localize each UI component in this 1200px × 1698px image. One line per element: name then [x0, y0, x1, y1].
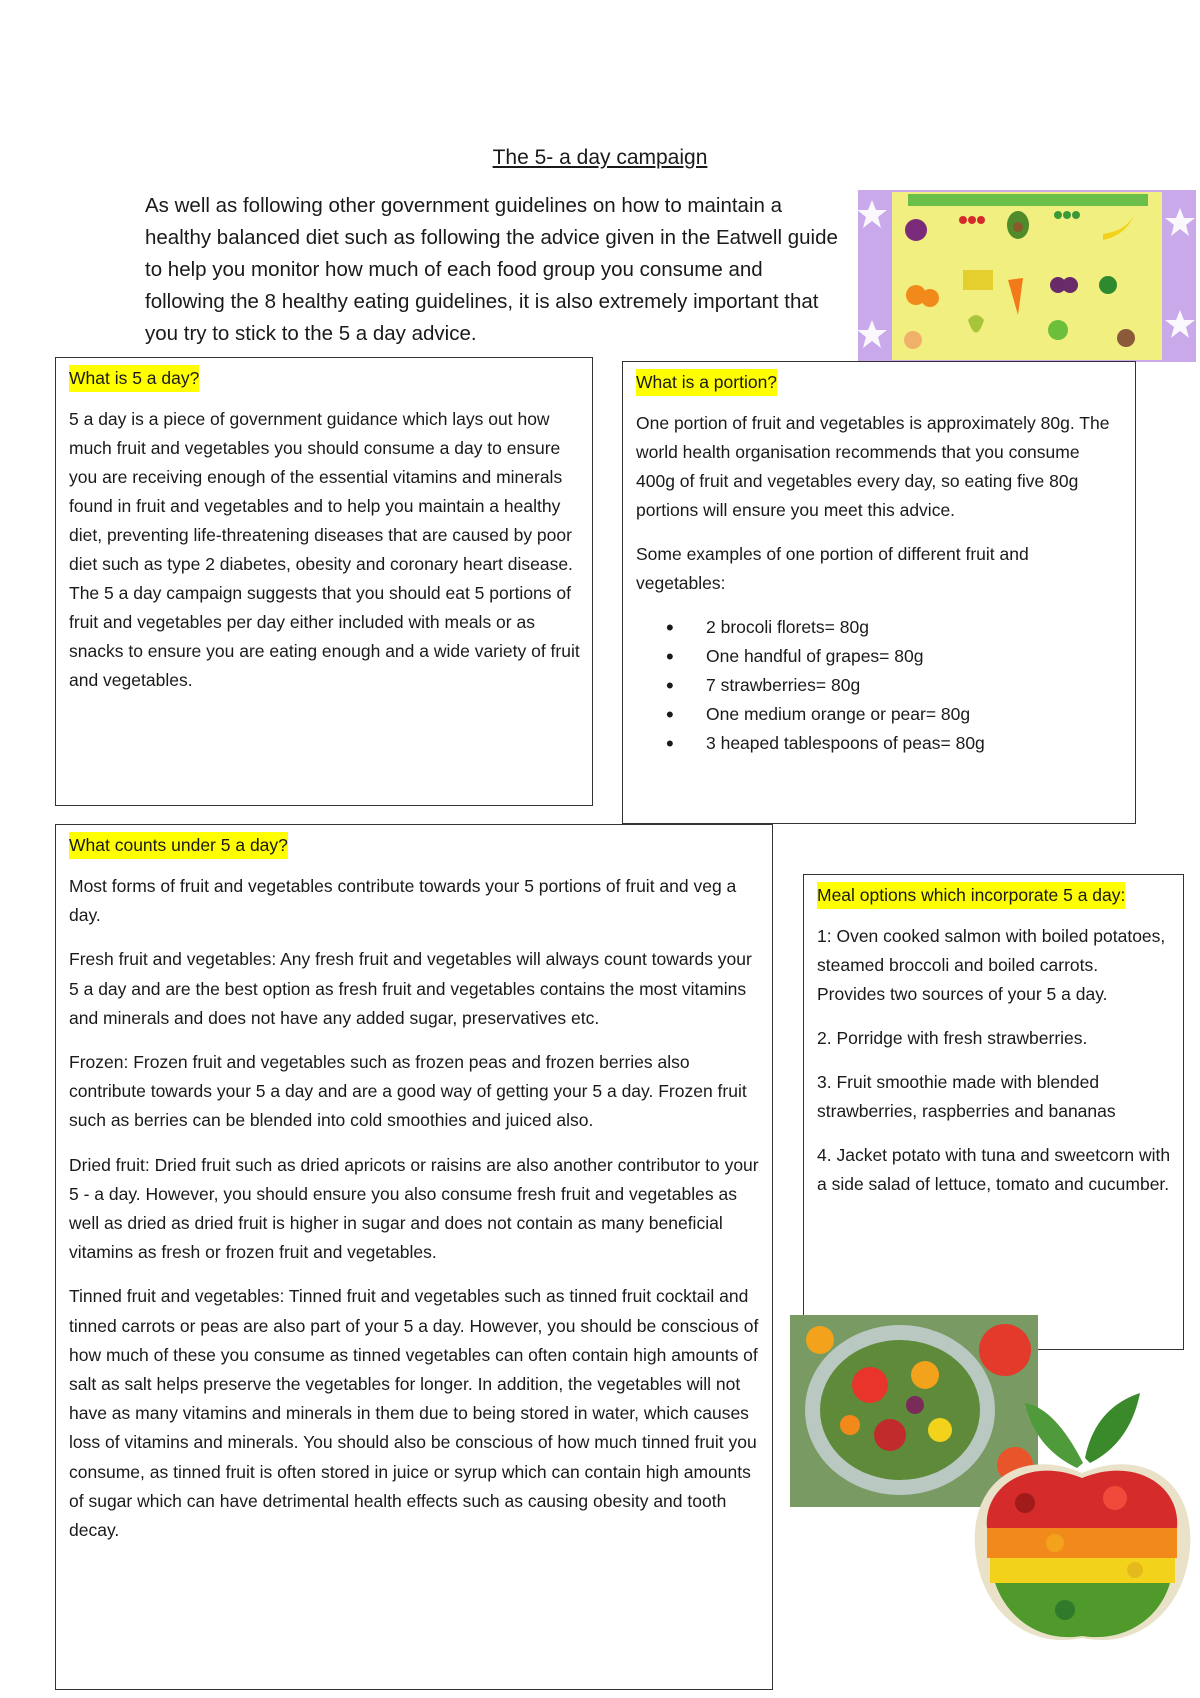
list-item: • 7 strawberries= 80g — [666, 671, 1123, 700]
counts-paragraph: Dried fruit: Dried fruit such as dried apricots or raisins are also another contributor to your 5 - a day. However, you should ensure you also consume fresh fruit and vegetables as well as dried as dried fruit is higher in sugar and does not contain as many beneficial vitamins as fresh or frozen fruit and vegetables. — [69, 1154, 759, 1263]
list-item: • 2 brocoli florets= 80g — [666, 613, 1123, 642]
what-is-5-a-day-heading: What is 5 a day? — [69, 365, 199, 392]
portion-examples-intro: Some examples of one portion of different fruit and vegetables: — [636, 544, 1029, 593]
list-item: • One handful of grapes= 80g — [666, 642, 1123, 671]
list-item: • 3 heaped tablespoons of peas= 80g — [666, 729, 1123, 758]
counts-paragraph: Most forms of fruit and vegetables contribute towards your 5 portions of fruit and veg a day. — [69, 876, 737, 926]
what-is-5-a-day-box — [55, 357, 593, 806]
meal-option: 4. Jacket potato with tuna and sweetcorn with a side salad of lettuce, tomato and cucumber. — [817, 1145, 1171, 1194]
counts-paragraph: Fresh fruit and vegetables: Any fresh fruit and vegetables will always count towards your 5 a day and are the best option as fresh fruit and vegetables contains the most vitamins and minerals and does not have any added sugar, preservatives etc. — [69, 949, 752, 1028]
meal-option: 3. Fruit smoothie made with blended strawberries, raspberries and bananas — [817, 1072, 1116, 1121]
intro-paragraph: As well as following other government guidelines on how to maintain a healthy balanced diet such as following the advice given in the Eatwell guide to help you monitor how much of each food group you consume and following the 8 healthy eating guidelines, it is also extremely important that you try to stick to the 5 a day advice. — [145, 194, 838, 345]
what-is-a-portion-heading: What is a portion? — [636, 369, 777, 396]
portion-examples-list — [666, 613, 1123, 758]
meal-option: 1: Oven cooked salmon with boiled potatoes, steamed broccoli and boiled carrots. Provides two sources of your 5 a day. — [817, 926, 1166, 1004]
counts-paragraph: Tinned fruit and vegetables: Tinned fruit and vegetables such as tinned fruit cocktail and tinned carrots or peas are also part of your 5 a day. However, you should be conscious of how much of these you consume as tinned vegetables can often contain high amounts of salt as salt helps preserve the vegetables for longer. In addition, the vegetables will not have as many vitamins and minerals in them due to being stored in water, which causes loss of vitamins and minerals. You should also be conscious of how much tinned fruit you consume, as tinned fruit is often stored in juice or syrup which can contain high amounts of sugar which can have detrimental health effects such as causing obesity and tooth decay. — [69, 1286, 759, 1541]
what-counts-box — [55, 824, 773, 1690]
counts-paragraph: Frozen: Frozen fruit and vegetables such as frozen peas and frozen berries also contribute towards your 5 a day and are a good way of getting your 5 a day. Frozen fruit such as berries can be blended into cold smoothies and juiced also. — [69, 1052, 747, 1131]
what-is-5-a-day-text: 5 a day is a piece of government guidance which lays out how much fruit and vegetables you should consume a day to ensure you are receiving enough of the essential vitamins and minerals found in fruit and vegetables and to help you maintain a healthy diet, preventing life-threatening diseases that are caused by poor diet such as type 2 diabetes, obesity and coronary heart disease. The 5 a day campaign suggests that you should eat 5 portions of fruit and vegetables per day either included with meals or as snacks to ensure you are eating enough and a wide variety of fruit and vegetables. — [69, 409, 580, 690]
meal-options-box — [803, 874, 1184, 1350]
fruit-veg-apple-image — [965, 1388, 1200, 1653]
meal-options-heading: Meal options which incorporate 5 a day: — [817, 882, 1125, 909]
five-a-day-poster-image — [858, 190, 1196, 362]
list-item: • One medium orange or pear= 80g — [666, 700, 1123, 729]
portion-text: One portion of fruit and vegetables is approximately 80g. The world health organisation recommends that you consume 400g of fruit and vegetables every day, so eating five 80g portions will ensure you meet this advice. — [636, 413, 1110, 520]
what-counts-heading: What counts under 5 a day? — [69, 832, 288, 859]
page-title: The 5- a day campaign — [492, 146, 708, 169]
what-is-a-portion-box — [622, 361, 1136, 824]
meal-option: 2. Porridge with fresh strawberries. — [817, 1028, 1088, 1048]
